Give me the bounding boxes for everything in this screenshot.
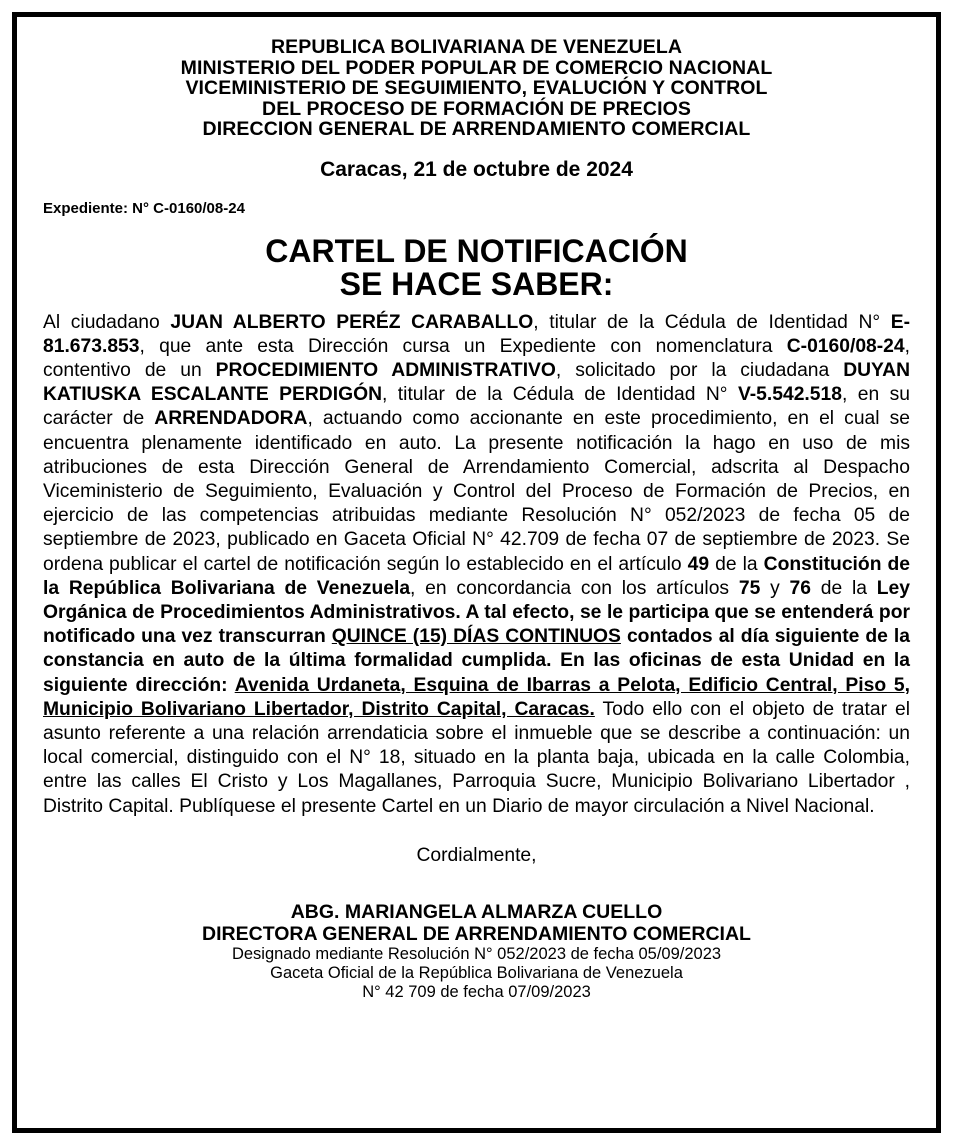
date: Caracas, 21 de octubre de 2024	[320, 157, 633, 181]
law-ref: Ley Orgánica de Procedimientos Administrativos. A tal efecto, se le participa que se entenderá por notificado una vez transcurran	[43, 577, 911, 648]
body-text: , en su carácter de	[43, 384, 910, 430]
body-text: y	[760, 577, 790, 599]
body-text: Al ciudadano	[43, 311, 171, 333]
body-text: , en concordancia con los artículos	[410, 577, 739, 599]
body-text: , contentivo de un	[43, 335, 910, 381]
notice-frame	[12, 12, 941, 1133]
signer-note: Designado mediante Resolución N° 052/2023 de fecha 05/09/2023	[231, 944, 722, 963]
article-number: 76	[789, 577, 811, 599]
constitution-ref: Constitución de la República Bolivariana de Venezuela	[43, 553, 910, 599]
signature-block	[43, 901, 910, 1002]
header-line: DEL PROCESO DE FORMACIÓN DE PRECIOS	[262, 97, 691, 120]
body-paragraph	[43, 311, 910, 819]
header-line: REPUBLICA BOLIVARIANA DE VENEZUELA	[270, 36, 683, 58]
article-number: 75	[738, 577, 761, 599]
body-text: , actuando como accionante en este procedimiento, en el cual se encuentra plenamente identificado en auto. La presente notificación la hago en uso de mis atribuciones de esta Dirección General de Arrendamiento Comercial, adscrita al Despacho Viceministerio de Seguimiento, Evaluación y Control del Proceso de Formación de Precios, en ejercicio de las competencias atribuidas mediante Resolución N° 052/2023 de fecha 05 de septiembre de 2023, publicado en Gaceta Oficial N° 42.709 de fecha 07 de septiembre de 2023. Se ordena publicar el cartel de notificación según lo establecido en el artículo	[43, 408, 910, 575]
bold-text: contados al día siguiente de la constancia en auto de la última formalidad cumplida. En las oficinas de esta Unidad en la siguiente dirección:	[43, 626, 910, 696]
signer-position: DIRECTORA GENERAL DE ARRENDAMIENTO COMERCIAL	[202, 922, 751, 945]
body-text: Todo ello con el objeto de tratar el asunto referente a una relación arrendaticia sobre el inmueble que se describe a continuación: un local comercial, distinguido con el N° 18, situado en la planta baja, ubicada en la calle Colombia, entre las calles El Cristo y Los Magallanes, Parroquia Sucre, Municipio Bolivariano Libertador , Distrito Capital. Publíquese el presente Cartel en un Diario de mayor circulación a Nivel Nacional.	[43, 698, 910, 817]
notice-content	[43, 37, 910, 1002]
office-address: Avenida Urdaneta, Esquina de Ibarras a Pelota, Edificio Central, Piso 5, Municipio Bolivariano Libertador, Distrito Capital, Caracas.	[43, 674, 910, 720]
header	[43, 37, 910, 140]
signer-note: Gaceta Oficial de la República Bolivariana de Venezuela	[270, 963, 683, 982]
title-line-1: CARTEL DE NOTIFICACIÓN	[265, 232, 688, 269]
body-text: de la	[709, 553, 764, 575]
body-text: , solicitado por la ciudadana	[555, 359, 844, 381]
title-line-2: SE HACE SABER:	[339, 265, 614, 302]
header-line: MINISTERIO DEL PODER POPULAR DE COMERCIO NACIONAL	[180, 56, 773, 79]
body-text: , que ante esta Dirección cursa un Expediente con nomenclatura	[139, 335, 787, 357]
term-days: QUINCE (15) DÍAS CONTINUOS	[331, 626, 621, 648]
requester-id: V-5.542.518	[737, 384, 842, 406]
procedure-type: PROCEDIMIENTO ADMINISTRATIVO	[215, 359, 556, 381]
header-line: VICEMINISTERIO DE SEGUIMIENTO, EVALUCIÓN Y CONTROL	[185, 77, 768, 99]
article-number: 49	[687, 553, 710, 575]
case-number: C-0160/08-24	[786, 335, 905, 357]
signer-note: N° 42 709 de fecha 07/09/2023	[362, 982, 591, 1001]
recipient-name: JUAN ALBERTO PERÉZ CARABALLO	[170, 311, 534, 333]
requester-name: DUYAN KATIUSKA ESCALANTE PERDIGÓN	[43, 359, 910, 406]
expediente: Expediente: N° C-0160/08-24	[43, 199, 245, 217]
body-text: de la	[810, 577, 877, 599]
closing: Cordialmente,	[416, 844, 537, 866]
recipient-id: E-81.673.853	[43, 311, 910, 357]
header-line: DIRECCION GENERAL DE ARRENDAMIENTO COMERCIAL	[202, 118, 751, 140]
requester-role: ARRENDADORA	[154, 408, 308, 430]
body-text: , titular de la Cédula de Identidad N°	[533, 311, 891, 333]
body-text: , titular de la Cédula de Identidad N°	[382, 384, 738, 406]
notice-title	[43, 232, 910, 302]
signer-name: ABG. MARIANGELA ALMARZA CUELLO	[290, 900, 663, 923]
